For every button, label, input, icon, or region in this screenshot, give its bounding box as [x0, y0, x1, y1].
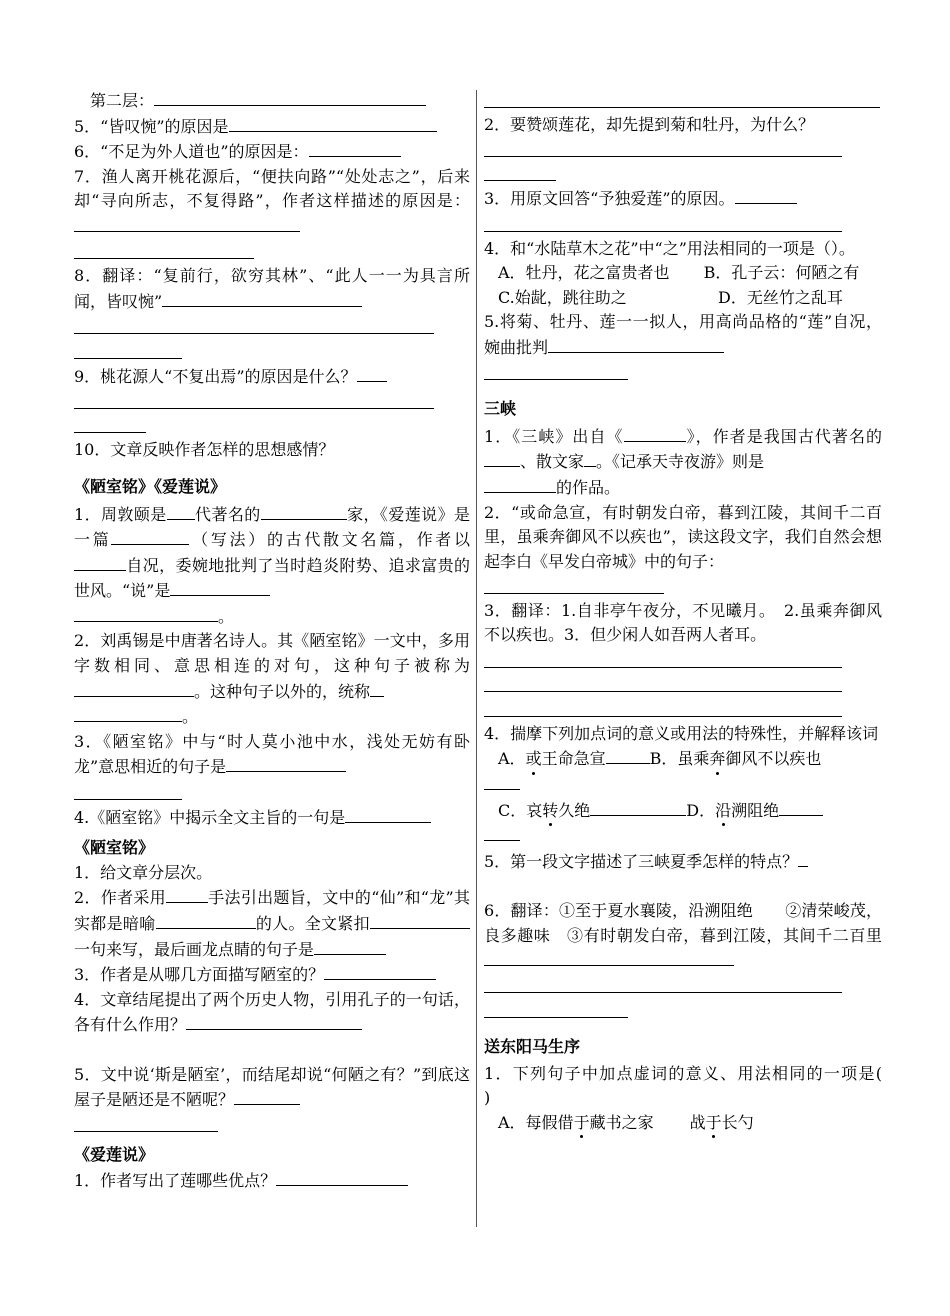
answer-blank[interactable] — [74, 604, 218, 622]
question-1-function-words: 1．下列句子中加点虚词的意义、用法相同的一项是( ) — [484, 1063, 915, 1108]
answer-blank[interactable] — [324, 962, 436, 980]
question-2-libai-poem: 2．“或命急宣，有时朝发白帝，暮到江陵，其间千二百里，虽乘奔御风不以疾也”，读这段文字，我们自然会想起李白《早发白帝城》中的句子： — [484, 502, 882, 571]
answer-blank[interactable] — [484, 772, 520, 790]
question-8: 8．翻译：“复前行，欲穷其林”、“此人一一为具言所闻，皆叹惋” — [74, 266, 470, 311]
question-1-lotus-merits: 1．作者写出了莲哪些优点？ — [74, 1168, 470, 1194]
answer-blank[interactable] — [314, 937, 386, 955]
answer-blank[interactable] — [779, 798, 823, 816]
answer-line[interactable] — [484, 137, 882, 162]
option-a-function-words[interactable]: A．每假借于藏书之家 战于长勺 — [484, 1111, 882, 1136]
question-1-layers: 1．给文章分层次。 — [74, 862, 213, 882]
answer-blank[interactable] — [170, 578, 270, 596]
question-2-technique: 2．作者采用 手法引出题旨，文中的“仙”和“龙”其实都是暗喻 的人。全文紧扣一句来写，最后画龙点睛的句子是 — [74, 885, 470, 962]
question-5-summer-features: 5．第一段文字描述了三峡夏季怎样的特点？ — [484, 849, 882, 875]
answer-line[interactable] — [484, 212, 882, 237]
answer-blank[interactable] — [74, 214, 300, 232]
answer-blank[interactable] — [357, 364, 387, 382]
section-heading-loushiming-ailianshuo: 《陋室铭》《爱莲说》 — [74, 476, 227, 496]
answer-blank[interactable] — [606, 746, 650, 764]
answer-blank[interactable] — [624, 424, 686, 442]
section-heading-songdongyang: 送东阳马生序 — [484, 1036, 581, 1056]
answer-blank[interactable] — [484, 475, 556, 493]
question-3-aspects: 3．作者是从哪几方面描写陋室的？ — [74, 962, 470, 988]
answer-blank[interactable] — [74, 679, 194, 697]
question-3-similar-sentence: 3．《陋室铭》中与“时人莫小池中水，浅处无妨有卧龙”意思相近的句子是 — [74, 731, 470, 777]
answer-line[interactable] — [484, 574, 882, 599]
question-2-chrysanthemum-peony: 2．要赞颂莲花，却先提到菊和牡丹，为什么？ — [484, 114, 815, 134]
answer-line[interactable] — [484, 361, 882, 386]
answer-line[interactable] — [74, 414, 470, 439]
question-9: 9．桃花源人“不复出焉”的原因是什么？ — [74, 364, 470, 390]
option-a[interactable]: A．牡丹，花之富贵者也 — [498, 263, 670, 283]
answer-line[interactable] — [484, 162, 882, 187]
answer-blank[interactable] — [234, 1087, 300, 1105]
answer-line[interactable] — [74, 314, 470, 339]
question-4-zhi-usage: 4．和“水陆草木之花”中“之”用法相同的一项是（）。 — [484, 238, 855, 258]
answer-blank[interactable] — [229, 114, 437, 132]
answer-blank[interactable] — [156, 911, 256, 929]
options-cd — [484, 286, 882, 311]
section-heading-loushiming: 《陋室铭》 — [74, 838, 155, 858]
question-10: 10．文章反映作者怎样的思想感情？ — [74, 440, 335, 460]
answer-line[interactable] — [484, 974, 882, 999]
question-6-translate: 6．翻译：①至于夏水襄陵，沿溯阻绝 ②清荣峻茂，良多趣味 ③有时朝发白帝，暮到江陵，其间千二百里 — [484, 899, 882, 974]
answer-blank[interactable] — [584, 449, 596, 467]
dotted-words-cd: C．哀转久绝 D．沿溯阻绝 — [484, 798, 882, 849]
question-4-theme-sentence: 4.《陋室铭》中揭示全文主旨的一句是 — [74, 805, 470, 831]
question-5: 5．“皆叹惋”的原因是 — [74, 114, 470, 140]
answer-blank[interactable] — [345, 805, 431, 823]
answer-blank[interactable] — [370, 679, 384, 697]
answer-blank[interactable] — [111, 527, 189, 545]
answer-blank[interactable] — [167, 502, 195, 520]
answer-line[interactable] — [484, 88, 882, 113]
question-5-simple-room: 5．文中说‘斯是陋室’，而结尾却说“何陋之有？”到底这屋子是陋还是不陋呢？ — [74, 1064, 470, 1110]
section-heading-sanxia: 三峡 — [484, 399, 517, 419]
answer-blank[interactable] — [484, 449, 520, 467]
section-heading-ailianshuo: 《爱莲说》 — [74, 1145, 155, 1165]
answer-blank[interactable] — [484, 948, 734, 966]
column-divider — [476, 90, 477, 1227]
question-7: 7．渔人离开桃花源后，“便扶向路”“处处志之”，后来却“寻向所志，不复得路”，作者这样描述的原因是： — [74, 165, 470, 240]
answer-blank[interactable] — [186, 1012, 362, 1030]
option-c[interactable]: C.始龀，跳往助之 — [498, 287, 627, 307]
answer-blank[interactable] — [548, 335, 724, 353]
answer-blank[interactable] — [154, 88, 426, 106]
answer-line[interactable] — [74, 1113, 470, 1138]
question-5-personify: 5.将菊、牡丹、莲一一拟人，用高尚品格的“莲”自况，婉曲批判 — [484, 312, 882, 357]
answer-line[interactable] — [74, 780, 470, 805]
question-4-historical-figures: 4．文章结尾提出了两个历史人物，引用孔子的一句话，各有什么作用？ — [74, 989, 470, 1035]
question-1-sanxia-source: 1．《三峡》出自《 》，作者是我国古代著名的、散文家 。《记承天寺夜游》则是 的作品。 — [484, 424, 882, 501]
answer-blank[interactable] — [226, 754, 346, 772]
right-column — [484, 88, 915, 1135]
layer-two-line: 第二层： — [74, 88, 470, 114]
answer-blank[interactable] — [590, 798, 686, 816]
blank-spacer — [484, 874, 882, 899]
answer-blank[interactable] — [735, 186, 797, 204]
left-column — [74, 88, 470, 1194]
option-d[interactable]: D．无丝竹之乱耳 — [718, 287, 843, 307]
answer-blank[interactable] — [74, 704, 182, 722]
answer-blank[interactable] — [74, 553, 126, 571]
answer-line[interactable] — [74, 240, 470, 265]
options-ab — [484, 261, 882, 286]
answer-blank[interactable] — [798, 849, 808, 867]
answer-line[interactable] — [484, 673, 882, 698]
question-4-dotted-words: 4．揣摩下列加点词的意义或用法的特殊性，并解释该词 — [484, 723, 879, 743]
blank-spacer — [74, 1038, 470, 1063]
answer-blank[interactable] — [370, 911, 470, 929]
answer-blank[interactable] — [166, 885, 208, 903]
dotted-words-ab: A．或王命急宣 B．虽乘奔御风不以疾也 — [484, 746, 882, 797]
answer-blank[interactable] — [484, 823, 520, 841]
question-3-translate: 3．翻译：1.自非亭午夜分，不见曦月。 2.虽乘奔御风不以疾也。3．但少闲人如吾两人者耳。 — [484, 600, 882, 645]
answer-line[interactable] — [484, 998, 882, 1023]
answer-blank[interactable] — [309, 139, 401, 157]
answer-blank[interactable] — [261, 502, 347, 520]
answer-line[interactable] — [74, 339, 470, 364]
option-b[interactable]: B．孔子云：何陋之有 — [703, 263, 860, 283]
question-6: 6．“不足为外人道也”的原因是： — [74, 139, 470, 165]
question-2-liuyuxi: 2．刘禹锡是中唐著名诗人。其《陋室铭》一文中，多用字数相同、意思相连的对句，这种句子被称为。这种句子以外的，统称 。 — [74, 631, 470, 727]
question-3-original-text: 3．用原文回答“予独爱莲”的原因。 — [484, 186, 882, 212]
answer-line[interactable] — [74, 389, 470, 414]
answer-line[interactable] — [484, 648, 882, 673]
answer-line[interactable] — [484, 697, 882, 722]
question-1-zhoudunyi: 1．周敦颐是 代著名的 家，《爱莲说》是一篇 （写法）的古代散文名篇，作者以自况，委婉地批判了当时趋炎附势、追求富贵的世风。“说”是 。 — [74, 502, 470, 630]
answer-blank[interactable] — [162, 289, 362, 307]
answer-blank[interactable] — [276, 1168, 408, 1186]
